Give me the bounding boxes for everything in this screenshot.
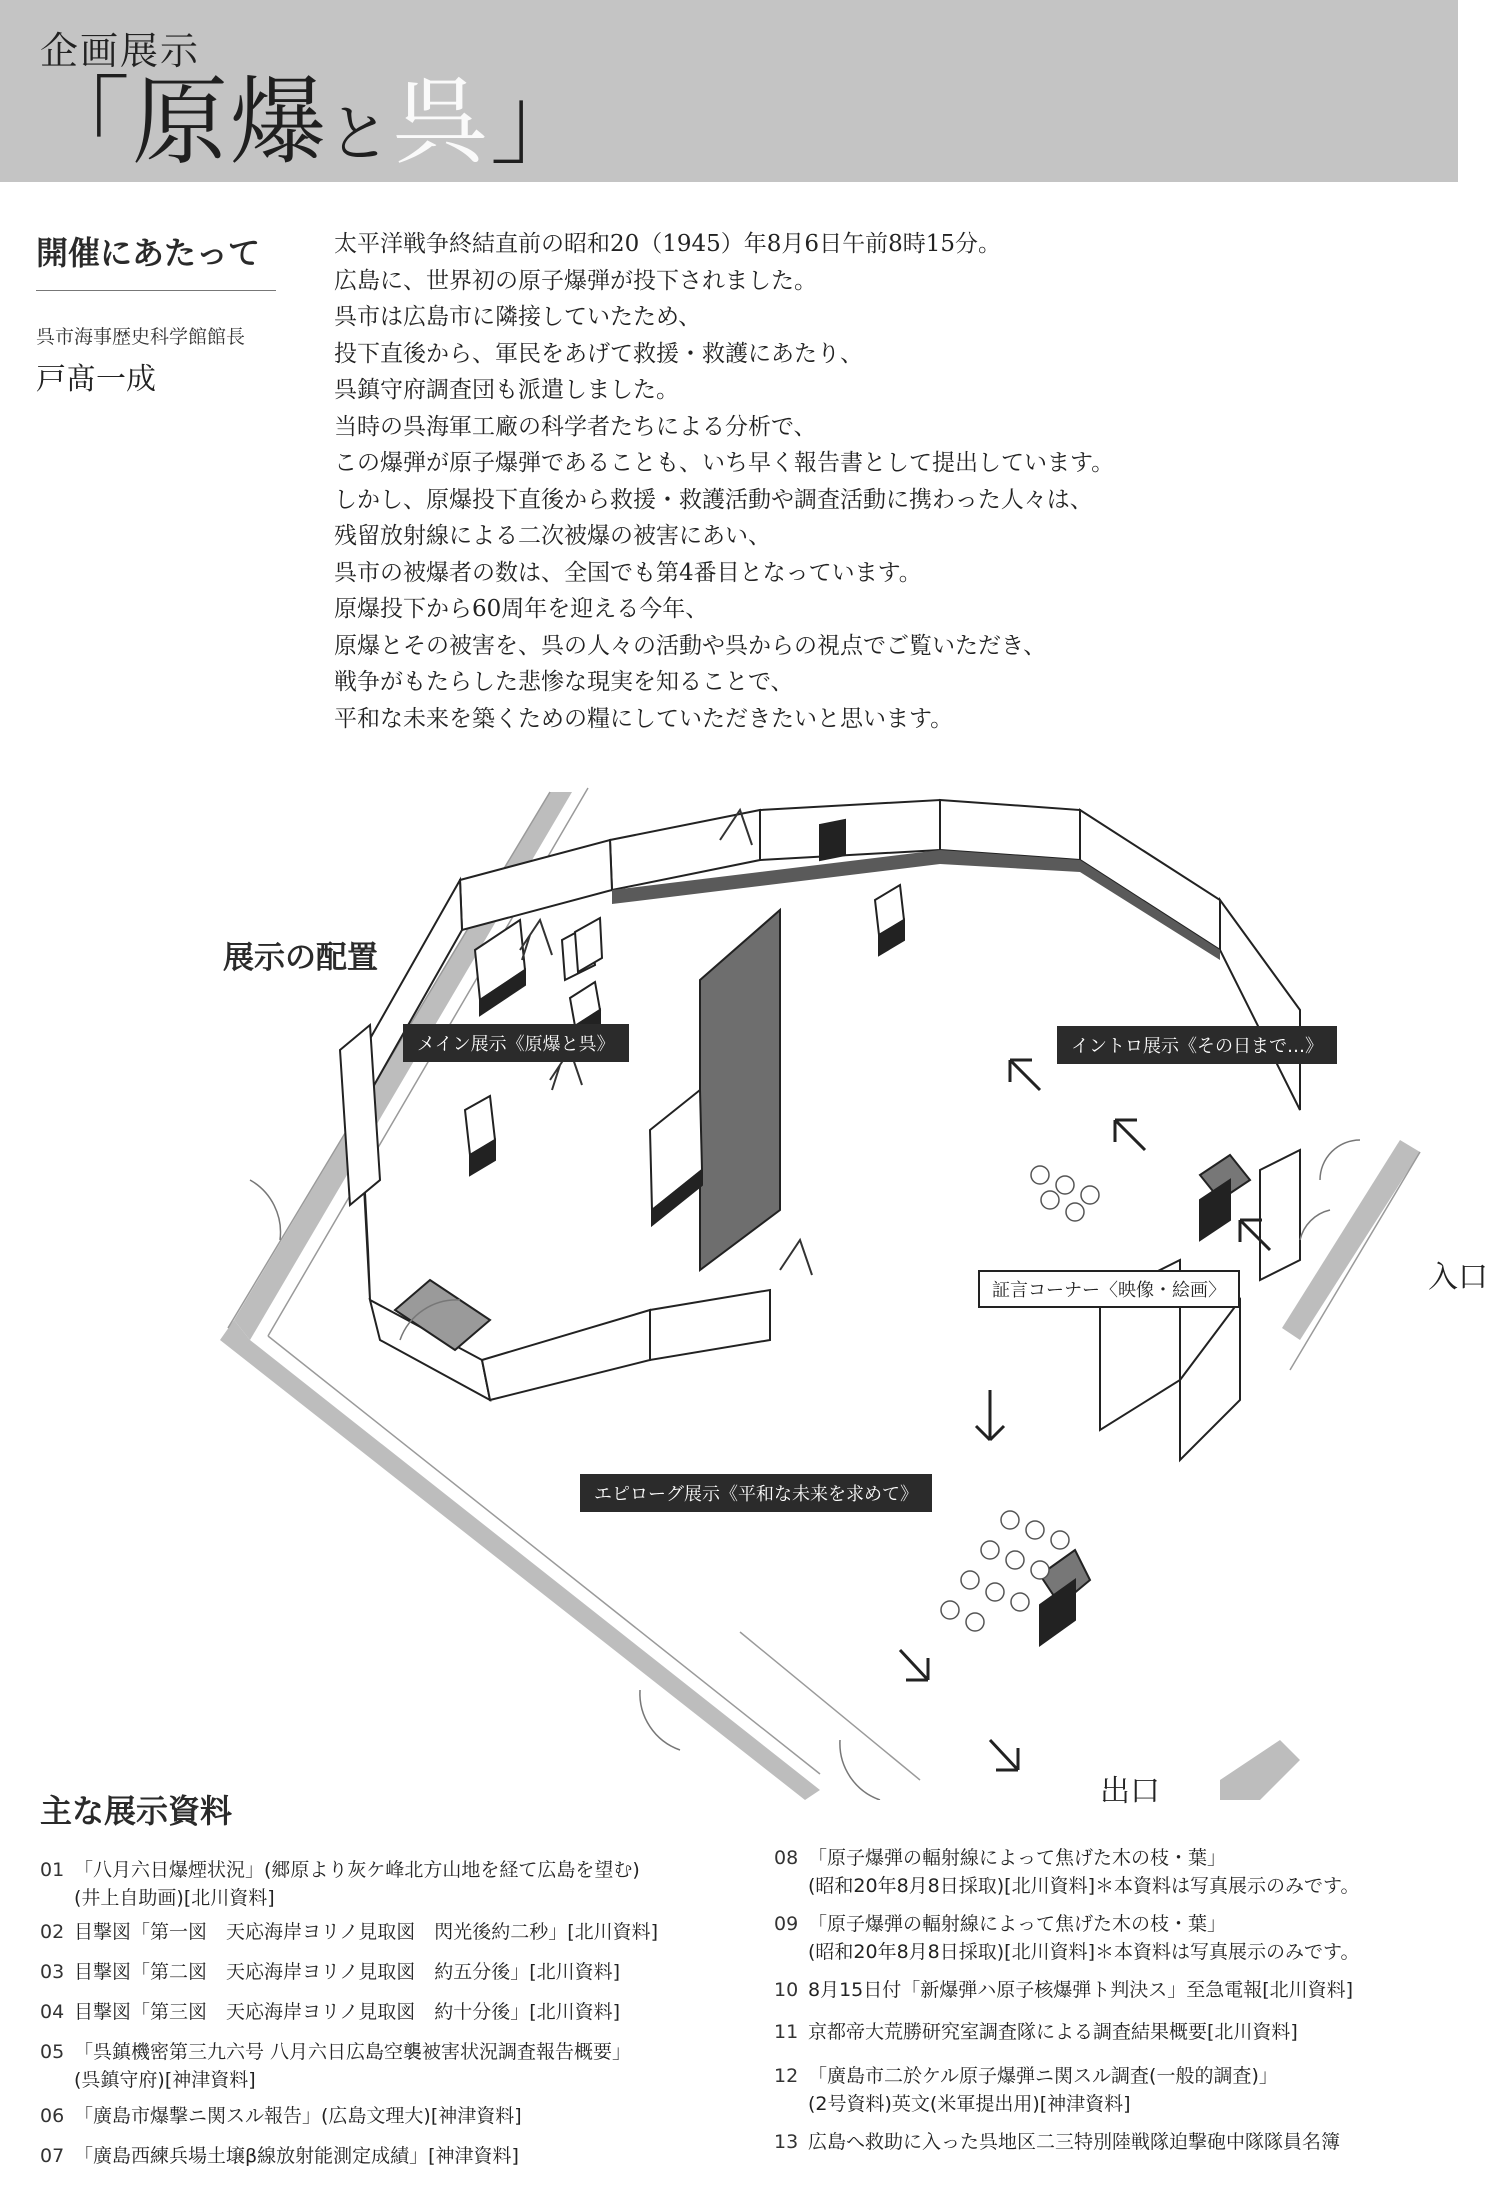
material-number: 13 xyxy=(774,2131,799,2153)
material-number: 11 xyxy=(774,2021,799,2043)
material-number: 10 xyxy=(774,1979,799,2001)
intro-line: 呉市の被爆者の数は、全国でも第4番目となっています。 xyxy=(334,559,922,586)
material-text: 「八月六日爆煙状況」(郷原より灰ケ峰北方山地を経て広島を望む) (井上自助画)[北川資料] xyxy=(74,1859,640,1909)
zone-epilogue-exhibit: エピローグ展示《平和な未来を求めて》 xyxy=(580,1474,932,1512)
foreword-heading: 開催にあたって xyxy=(36,234,261,272)
intro-line: 投下直後から、軍民をあげて救援・救護にあたり、 xyxy=(334,340,863,367)
title-close-bracket: 」 xyxy=(490,66,589,178)
intro-line: 呉鎮守府調査団も派遣しました。 xyxy=(334,377,679,403)
zone-testimony-corner: 証言コーナー〈映像・絵画〉 xyxy=(978,1270,1240,1308)
title-part-genbaku: 「原爆 xyxy=(34,66,328,178)
author-name: 戸髙一成 xyxy=(36,362,156,397)
zone-main-exhibit: メイン展示《原爆と呉》 xyxy=(403,1024,629,1062)
intro-text xyxy=(334,226,1474,737)
doors xyxy=(250,1140,1360,1800)
exit-label: 出口 xyxy=(1100,1774,1160,1809)
zone-intro-exhibit: イントロ展示《その日まで…》 xyxy=(1057,1026,1337,1064)
material-text: 広島へ救助に入った呉地区二三特別陸戦隊迫撃砲中隊隊員名簿 xyxy=(808,2131,1341,2153)
intro-line: 残留放射線による二次被爆の被害にあい、 xyxy=(334,523,771,549)
material-text: 「廣島西練兵場土壌β線放射能測定成績」[神津資料] xyxy=(74,2145,519,2167)
material-text: 「原子爆弾の輻射線によって焦げた木の枝・葉」 (昭和20年8月8日採取)[北川資料]＊本資料は写真展示のみです。 xyxy=(808,1913,1360,1963)
header-kicker: 企画展示 xyxy=(40,29,201,73)
floor-plan-drawing xyxy=(220,780,1480,1800)
material-number: 12 xyxy=(774,2065,799,2087)
material-number: 01 xyxy=(40,1859,65,1881)
intro-line: 広島に、世界初の原子爆弾が投下されました。 xyxy=(334,267,817,294)
intro-line: 呉市は広島市に隣接していたため、 xyxy=(334,304,702,330)
materials-heading: 主な展示資料 xyxy=(40,1792,233,1830)
material-text: 京都帝大荒勝研究室調査隊による調査結果概要[北川資料] xyxy=(808,2021,1298,2043)
material-number: 06 xyxy=(40,2105,65,2127)
material-text: 「廣島市爆撃ニ関スル報告」(広島文理大)[神津資料] xyxy=(74,2105,522,2127)
header-band xyxy=(0,0,1458,182)
material-number: 04 xyxy=(40,2001,65,2023)
intro-line: 原爆とその被害を、呉の人々の活動や呉からの視点でご覧いただき、 xyxy=(334,632,1047,659)
material-text: 目撃図「第二図 天応海岸ヨリノ見取図 約五分後」[北川資料] xyxy=(74,1961,621,1983)
floor-plan xyxy=(220,780,1480,1800)
material-text: 目撃図「第一図 天応海岸ヨリノ見取図 閃光後約二秒」[北川資料] xyxy=(74,1921,659,1943)
material-number: 02 xyxy=(40,1921,65,1943)
intro-line: この爆弾が原子爆弾であることも、いち早く報告書として提出しています。 xyxy=(334,450,1115,476)
material-number: 03 xyxy=(40,1961,65,1983)
intro-line: 原爆投下から60周年を迎える今年、 xyxy=(334,596,709,622)
intro-line: 戦争がもたらした悲惨な現実を知ることで、 xyxy=(334,669,794,695)
material-number: 05 xyxy=(40,2041,65,2063)
central-painting-panel xyxy=(700,910,780,1270)
material-text: 8月15日付「新爆弾ハ原子核爆弾ト判決ス」至急電報[北川資料] xyxy=(808,1979,1354,2001)
intro-line: しかし、原爆投下直後から救援・救護活動や調査活動に携わった人々は、 xyxy=(334,486,1093,513)
title-part-to: と xyxy=(328,97,393,170)
material-text: 「呉鎮機密第三九六号 八月六日広島空襲被害状況調査報告概要」 (呉鎮守府)[神津資料] xyxy=(74,2041,632,2091)
material-number: 09 xyxy=(774,1913,799,1935)
intro-line: 当時の呉海軍工廠の科学者たちによる分析で、 xyxy=(334,413,817,440)
layout-heading: 展示の配置 xyxy=(223,940,378,976)
foreword-divider xyxy=(36,290,276,291)
exhibition-title xyxy=(34,66,589,184)
entrance-label: 入口 xyxy=(1428,1260,1488,1295)
material-text: 「廣島市二於ケル原子爆弾ニ関スル調査(一般的調査)」 (2号資料)英文(米軍提出用)[神津資料] xyxy=(808,2065,1278,2115)
material-number: 08 xyxy=(774,1847,799,1869)
material-number: 07 xyxy=(40,2145,65,2167)
material-text: 目撃図「第三図 天応海岸ヨリノ見取図 約十分後」[北川資料] xyxy=(74,2001,621,2023)
title-part-kure: 呉 xyxy=(392,66,491,178)
intro-line: 平和な未来を築くための糧にしていただきたいと思います。 xyxy=(334,705,954,732)
material-text: 「原子爆弾の輻射線によって焦げた木の枝・葉」 (昭和20年8月8日採取)[北川資料]＊本資料は写真展示のみです。 xyxy=(808,1847,1360,1897)
author-title: 呉市海事歴史科学館館長 xyxy=(36,326,246,348)
intro-line: 太平洋戦争終結直前の昭和20（1945）年8月6日午前8時15分。 xyxy=(334,231,1001,257)
